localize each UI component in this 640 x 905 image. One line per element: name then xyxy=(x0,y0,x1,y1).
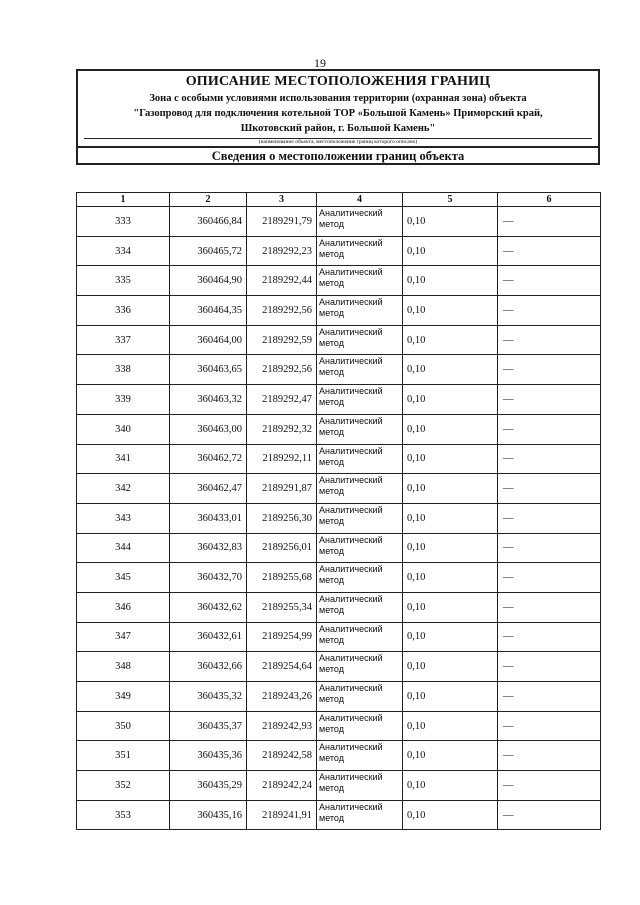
x-coordinate: 360435,32 xyxy=(170,682,247,712)
accuracy-value: 0,10 xyxy=(403,652,498,682)
note-value: — xyxy=(498,741,601,771)
determination-method: Аналитический метод xyxy=(317,385,403,415)
y-coordinate: 2189242,24 xyxy=(247,771,317,801)
determination-method: Аналитический метод xyxy=(317,266,403,296)
table-row xyxy=(77,355,601,385)
table-row xyxy=(77,325,601,355)
x-coordinate: 360462,72 xyxy=(170,444,247,474)
note-value: — xyxy=(498,325,601,355)
determination-method: Аналитический метод xyxy=(317,741,403,771)
note-value: — xyxy=(498,711,601,741)
determination-method: Аналитический метод xyxy=(317,682,403,712)
note-value: — xyxy=(498,592,601,622)
x-coordinate: 360435,29 xyxy=(170,771,247,801)
point-number: 344 xyxy=(77,533,170,563)
y-coordinate: 2189256,30 xyxy=(247,503,317,533)
y-coordinate: 2189292,56 xyxy=(247,355,317,385)
accuracy-value: 0,10 xyxy=(403,325,498,355)
x-coordinate: 360465,72 xyxy=(170,236,247,266)
table-row xyxy=(77,414,601,444)
column-header: 1 xyxy=(77,193,170,207)
point-number: 333 xyxy=(77,207,170,237)
y-coordinate: 2189291,79 xyxy=(247,207,317,237)
x-coordinate: 360462,47 xyxy=(170,474,247,504)
x-coordinate: 360435,37 xyxy=(170,711,247,741)
table-row xyxy=(77,296,601,326)
table-body xyxy=(77,207,601,830)
accuracy-value: 0,10 xyxy=(403,444,498,474)
note-value: — xyxy=(498,622,601,652)
note-value: — xyxy=(498,355,601,385)
table-row xyxy=(77,682,601,712)
table-row xyxy=(77,444,601,474)
y-coordinate: 2189242,93 xyxy=(247,711,317,741)
object-name-line1: "Газопровод для подключения котельной ТОР «Большой Камень» Приморский край, xyxy=(133,108,543,119)
determination-method: Аналитический метод xyxy=(317,711,403,741)
determination-method: Аналитический метод xyxy=(317,503,403,533)
point-number: 353 xyxy=(77,800,170,830)
point-number: 340 xyxy=(77,414,170,444)
determination-method: Аналитический метод xyxy=(317,444,403,474)
determination-method: Аналитический метод xyxy=(317,592,403,622)
x-coordinate: 360432,62 xyxy=(170,592,247,622)
point-number: 345 xyxy=(77,563,170,593)
point-number: 352 xyxy=(77,771,170,801)
determination-method: Аналитический метод xyxy=(317,652,403,682)
point-number: 341 xyxy=(77,444,170,474)
y-coordinate: 2189255,34 xyxy=(247,592,317,622)
accuracy-value: 0,10 xyxy=(403,385,498,415)
determination-method: Аналитический метод xyxy=(317,325,403,355)
note-value: — xyxy=(498,682,601,712)
point-number: 348 xyxy=(77,652,170,682)
determination-method: Аналитический метод xyxy=(317,800,403,830)
table-row xyxy=(77,266,601,296)
determination-method: Аналитический метод xyxy=(317,236,403,266)
y-coordinate: 2189242,58 xyxy=(247,741,317,771)
point-number: 339 xyxy=(77,385,170,415)
determination-method: Аналитический метод xyxy=(317,207,403,237)
point-number: 346 xyxy=(77,592,170,622)
determination-method: Аналитический метод xyxy=(317,533,403,563)
accuracy-value: 0,10 xyxy=(403,741,498,771)
determination-method: Аналитический метод xyxy=(317,474,403,504)
accuracy-value: 0,10 xyxy=(403,711,498,741)
note-value: — xyxy=(498,563,601,593)
point-number: 338 xyxy=(77,355,170,385)
accuracy-value: 0,10 xyxy=(403,474,498,504)
point-number: 336 xyxy=(77,296,170,326)
table-row xyxy=(77,385,601,415)
zone-description: Зона с особыми условиями использования территории (охранная зона) объекта xyxy=(149,93,527,104)
determination-method: Аналитический метод xyxy=(317,296,403,326)
table-row xyxy=(77,474,601,504)
y-coordinate: 2189254,99 xyxy=(247,622,317,652)
object-name-line2: Шкотовский район, г. Большой Камень" xyxy=(240,123,436,134)
accuracy-value: 0,10 xyxy=(403,771,498,801)
point-number: 349 xyxy=(77,682,170,712)
accuracy-value: 0,10 xyxy=(403,682,498,712)
accuracy-value: 0,10 xyxy=(403,355,498,385)
point-number: 335 xyxy=(77,266,170,296)
note-value: — xyxy=(498,652,601,682)
note-value: — xyxy=(498,503,601,533)
note-value: — xyxy=(498,533,601,563)
column-header: 6 xyxy=(498,193,601,207)
accuracy-value: 0,10 xyxy=(403,563,498,593)
column-header: 2 xyxy=(170,193,247,207)
y-coordinate: 2189291,87 xyxy=(247,474,317,504)
table-row xyxy=(77,622,601,652)
x-coordinate: 360466,84 xyxy=(170,207,247,237)
table-row xyxy=(77,741,601,771)
y-coordinate: 2189292,44 xyxy=(247,266,317,296)
x-coordinate: 360463,65 xyxy=(170,355,247,385)
section-subtitle: Сведения о местоположении границ объекта xyxy=(211,149,465,163)
point-number: 350 xyxy=(77,711,170,741)
point-number: 334 xyxy=(77,236,170,266)
table-row xyxy=(77,771,601,801)
note-value: — xyxy=(498,414,601,444)
determination-method: Аналитический метод xyxy=(317,622,403,652)
note-value: — xyxy=(498,207,601,237)
x-coordinate: 360432,66 xyxy=(170,652,247,682)
x-coordinate: 360435,36 xyxy=(170,741,247,771)
y-coordinate: 2189255,68 xyxy=(247,563,317,593)
y-coordinate: 2189292,47 xyxy=(247,385,317,415)
determination-method: Аналитический метод xyxy=(317,414,403,444)
note-value: — xyxy=(498,296,601,326)
accuracy-value: 0,10 xyxy=(403,414,498,444)
x-coordinate: 360464,00 xyxy=(170,325,247,355)
note-value: — xyxy=(498,800,601,830)
point-number: 343 xyxy=(77,503,170,533)
accuracy-value: 0,10 xyxy=(403,503,498,533)
table-row xyxy=(77,800,601,830)
document-title: ОПИСАНИЕ МЕСТОПОЛОЖЕНИЯ ГРАНИЦ xyxy=(185,74,491,89)
table-row xyxy=(77,207,601,237)
point-number: 347 xyxy=(77,622,170,652)
accuracy-value: 0,10 xyxy=(403,622,498,652)
coordinates-table xyxy=(76,192,601,830)
x-coordinate: 360432,61 xyxy=(170,622,247,652)
determination-method: Аналитический метод xyxy=(317,771,403,801)
accuracy-value: 0,10 xyxy=(403,236,498,266)
column-header: 4 xyxy=(317,193,403,207)
accuracy-value: 0,10 xyxy=(403,800,498,830)
y-coordinate: 2189254,64 xyxy=(247,652,317,682)
y-coordinate: 2189292,32 xyxy=(247,414,317,444)
x-coordinate: 360432,83 xyxy=(170,533,247,563)
y-coordinate: 2189292,11 xyxy=(247,444,317,474)
header-divider-bold xyxy=(78,146,598,148)
point-number: 337 xyxy=(77,325,170,355)
column-header: 5 xyxy=(403,193,498,207)
x-coordinate: 360435,16 xyxy=(170,800,247,830)
note-value: — xyxy=(498,474,601,504)
determination-method: Аналитический метод xyxy=(317,563,403,593)
y-coordinate: 2189292,56 xyxy=(247,296,317,326)
header-box xyxy=(76,69,600,165)
x-coordinate: 360463,32 xyxy=(170,385,247,415)
x-coordinate: 360464,90 xyxy=(170,266,247,296)
page-number: 19 xyxy=(314,56,326,70)
column-header: 3 xyxy=(247,193,317,207)
table-row xyxy=(77,711,601,741)
note-value: — xyxy=(498,236,601,266)
object-caption: (наименование объекта, местоположение границ которого описано) xyxy=(258,139,418,145)
note-value: — xyxy=(498,385,601,415)
accuracy-value: 0,10 xyxy=(403,592,498,622)
table-row xyxy=(77,503,601,533)
note-value: — xyxy=(498,444,601,474)
x-coordinate: 360432,70 xyxy=(170,563,247,593)
table-row xyxy=(77,563,601,593)
accuracy-value: 0,10 xyxy=(403,207,498,237)
table-row xyxy=(77,592,601,622)
table-row xyxy=(77,236,601,266)
table-row xyxy=(77,652,601,682)
y-coordinate: 2189243,26 xyxy=(247,682,317,712)
y-coordinate: 2189241,91 xyxy=(247,800,317,830)
y-coordinate: 2189292,59 xyxy=(247,325,317,355)
x-coordinate: 360433,01 xyxy=(170,503,247,533)
y-coordinate: 2189256,01 xyxy=(247,533,317,563)
accuracy-value: 0,10 xyxy=(403,266,498,296)
y-coordinate: 2189292,23 xyxy=(247,236,317,266)
x-coordinate: 360463,00 xyxy=(170,414,247,444)
table-header-row xyxy=(77,193,601,207)
point-number: 342 xyxy=(77,474,170,504)
table-row xyxy=(77,533,601,563)
determination-method: Аналитический метод xyxy=(317,355,403,385)
accuracy-value: 0,10 xyxy=(403,533,498,563)
note-value: — xyxy=(498,771,601,801)
x-coordinate: 360464,35 xyxy=(170,296,247,326)
accuracy-value: 0,10 xyxy=(403,296,498,326)
point-number: 351 xyxy=(77,741,170,771)
note-value: — xyxy=(498,266,601,296)
